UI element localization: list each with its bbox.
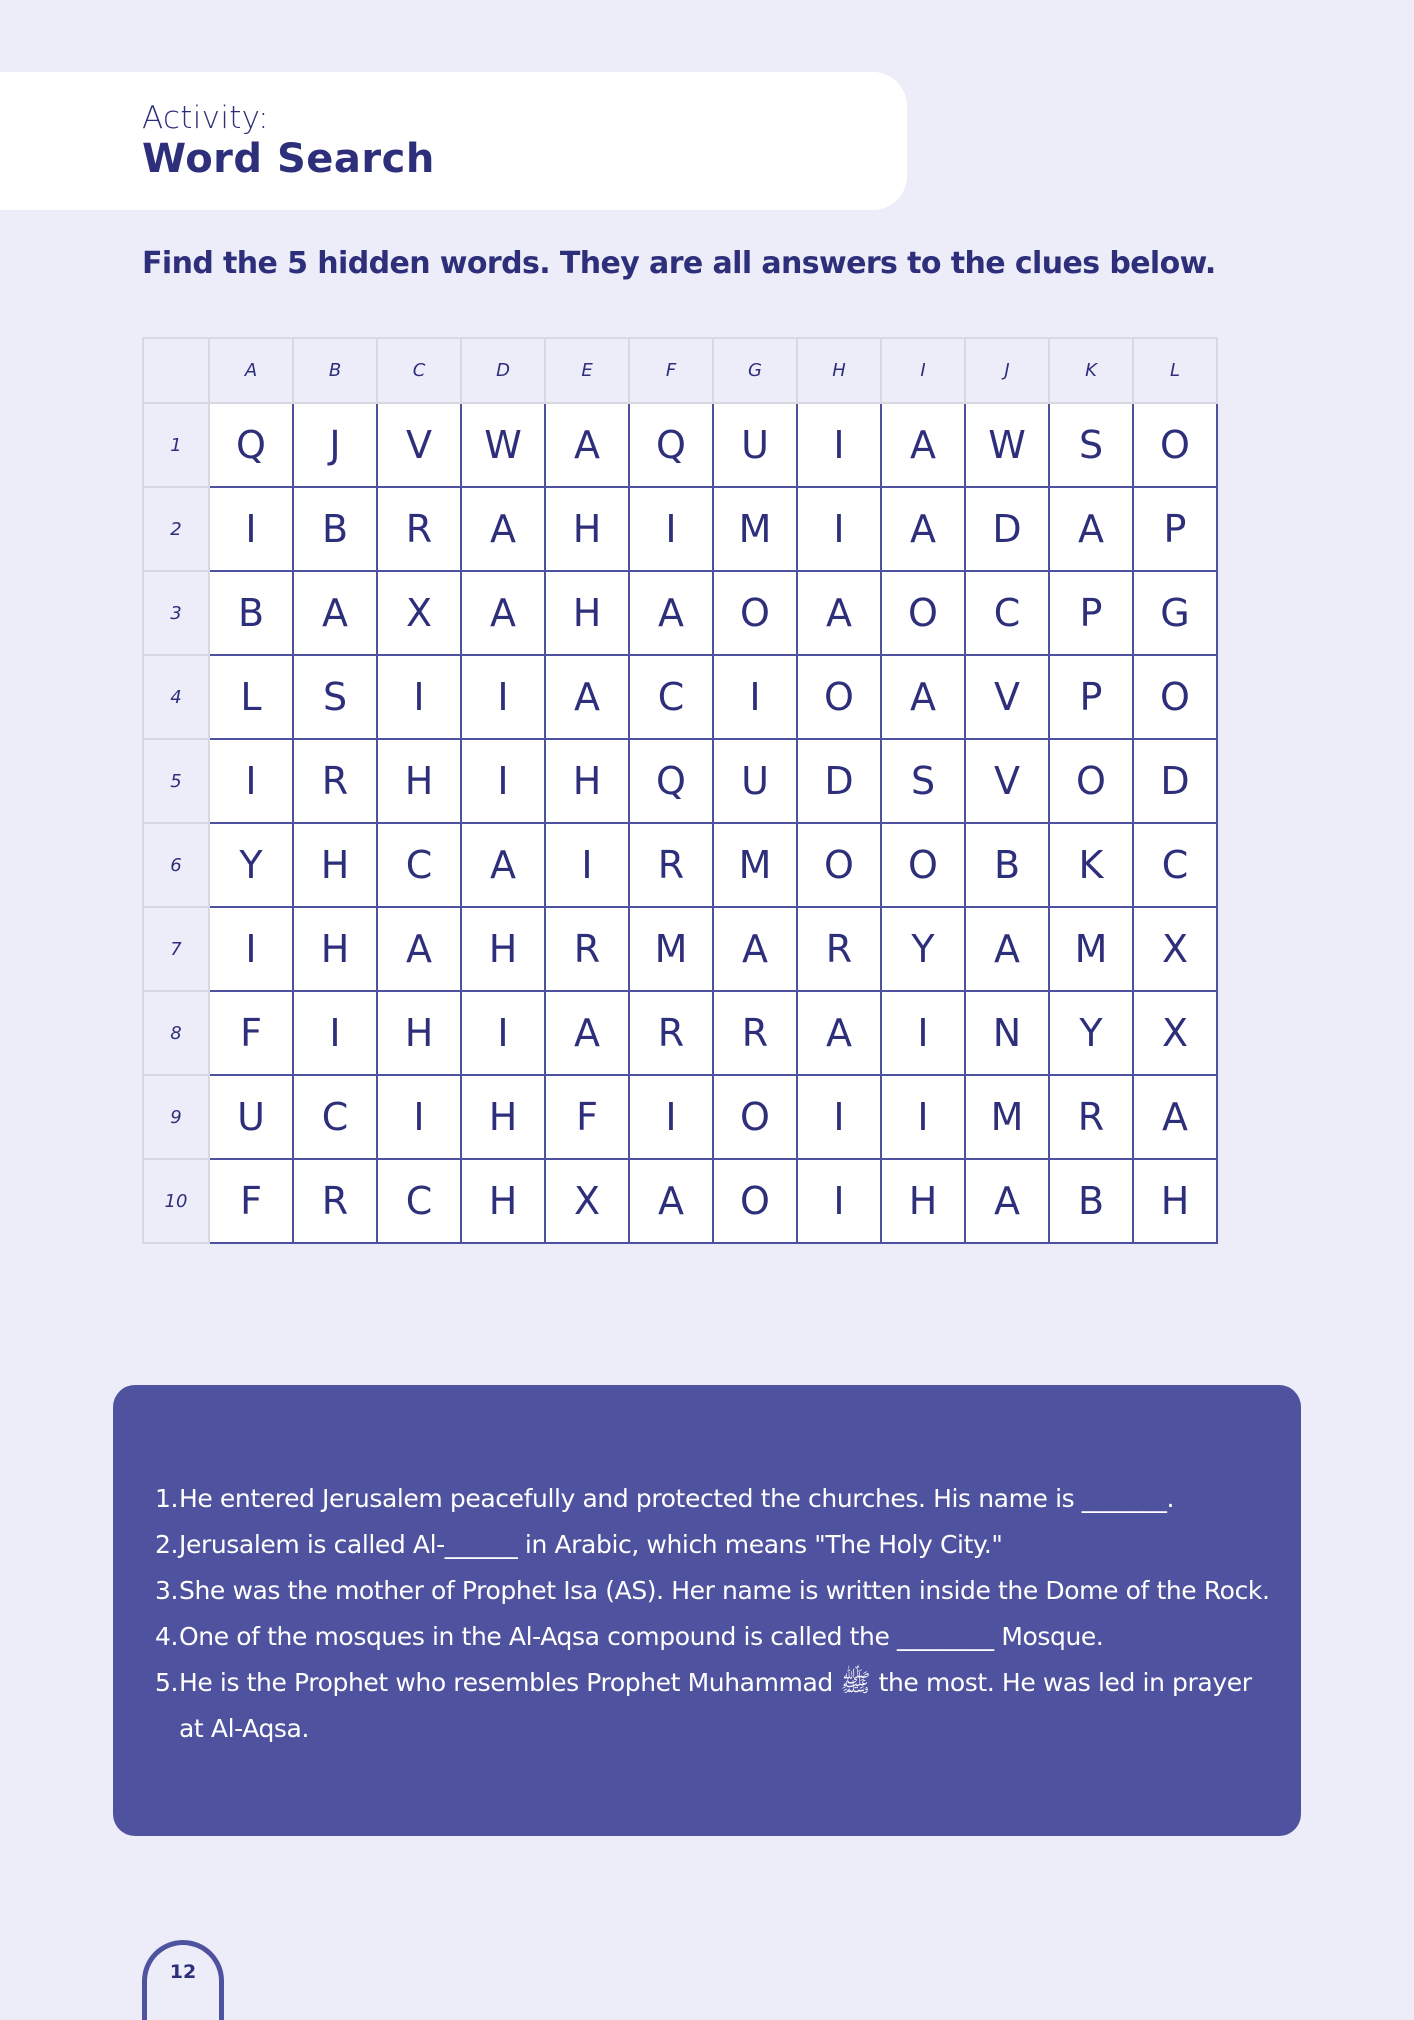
letter-cell[interactable]: A	[797, 571, 881, 655]
letter-cell[interactable]: O	[713, 1159, 797, 1243]
letter-cell[interactable]: R	[293, 1159, 377, 1243]
letter-cell[interactable]: O	[881, 823, 965, 907]
column-header: L	[1133, 338, 1217, 403]
column-header: B	[293, 338, 377, 403]
row-header: 3	[143, 571, 209, 655]
clue-number: 2.	[155, 1530, 179, 1559]
column-header: C	[377, 338, 461, 403]
clue-text: He entered Jerusalem peacefully and protected the churches. His name is _______.	[179, 1484, 1175, 1513]
letter-cell[interactable]: X	[377, 571, 461, 655]
letter-cell[interactable]: S	[1049, 403, 1133, 487]
letter-cell[interactable]: D	[965, 487, 1049, 571]
letter-cell[interactable]: V	[965, 739, 1049, 823]
clue-list	[155, 1476, 1275, 1752]
letter-cell[interactable]: M	[1049, 907, 1133, 991]
word-search-grid	[142, 337, 1218, 1244]
letter-cell[interactable]: K	[1049, 823, 1133, 907]
letter-cell[interactable]: X	[1133, 991, 1217, 1075]
letter-cell[interactable]: O	[797, 655, 881, 739]
letter-cell[interactable]: H	[881, 1159, 965, 1243]
letter-cell[interactable]: H	[461, 907, 545, 991]
letter-cell[interactable]: I	[461, 991, 545, 1075]
clue-item	[155, 1660, 1275, 1752]
row-header: 1	[143, 403, 209, 487]
letter-cell[interactable]: I	[797, 1075, 881, 1159]
column-header: J	[965, 338, 1049, 403]
letter-cell[interactable]: A	[881, 403, 965, 487]
letter-cell[interactable]: A	[965, 1159, 1049, 1243]
column-header: G	[713, 338, 797, 403]
clue-number: 3.	[155, 1576, 179, 1605]
clue-item	[155, 1522, 1275, 1568]
letter-cell[interactable]: A	[629, 1159, 713, 1243]
clue-item	[155, 1476, 1275, 1522]
letter-cell[interactable]: O	[1049, 739, 1133, 823]
letter-cell[interactable]: W	[461, 403, 545, 487]
letter-cell[interactable]: I	[209, 907, 293, 991]
letter-cell[interactable]: O	[797, 823, 881, 907]
grid-row	[143, 1075, 1217, 1159]
letter-cell[interactable]: I	[713, 655, 797, 739]
clue-number: 5.	[155, 1668, 179, 1697]
letter-cell[interactable]: O	[713, 1075, 797, 1159]
column-header: K	[1049, 338, 1133, 403]
clue-number: 1.	[155, 1484, 179, 1513]
letter-cell[interactable]: Y	[881, 907, 965, 991]
letter-cell[interactable]: B	[1049, 1159, 1133, 1243]
letter-cell[interactable]: A	[713, 907, 797, 991]
letter-cell[interactable]: S	[293, 655, 377, 739]
letter-cell[interactable]: A	[881, 487, 965, 571]
letter-cell[interactable]: I	[629, 1075, 713, 1159]
letter-cell[interactable]: I	[377, 655, 461, 739]
letter-cell[interactable]: C	[1133, 823, 1217, 907]
letter-cell[interactable]: I	[377, 1075, 461, 1159]
letter-cell[interactable]: J	[293, 403, 377, 487]
letter-cell[interactable]: R	[629, 991, 713, 1075]
letter-cell[interactable]: H	[545, 739, 629, 823]
header-card	[0, 72, 907, 210]
column-header: I	[881, 338, 965, 403]
letter-cell[interactable]: O	[713, 571, 797, 655]
letter-cell[interactable]: D	[797, 739, 881, 823]
letter-cell[interactable]: A	[1049, 487, 1133, 571]
letter-cell[interactable]: B	[209, 571, 293, 655]
letter-cell[interactable]: Q	[629, 739, 713, 823]
clue-text: He is the Prophet who resembles Prophet Muhammad ﷺ the most. He was led in prayer at Al-Aqsa.	[179, 1668, 1252, 1743]
clue-text: One of the mosques in the Al-Aqsa compound is called the ________ Mosque.	[179, 1622, 1104, 1651]
letter-cell[interactable]: A	[797, 991, 881, 1075]
letter-cell[interactable]: Q	[629, 403, 713, 487]
letter-cell[interactable]: H	[377, 739, 461, 823]
letter-cell[interactable]: P	[1133, 487, 1217, 571]
letter-cell[interactable]: C	[629, 655, 713, 739]
letter-cell[interactable]: I	[293, 991, 377, 1075]
column-header: F	[629, 338, 713, 403]
letter-cell[interactable]: M	[713, 487, 797, 571]
clue-text: She was the mother of Prophet Isa (AS). Her name is written inside the Dome of the Rock.	[179, 1576, 1270, 1605]
letter-cell[interactable]: I	[881, 1075, 965, 1159]
letter-cell[interactable]: G	[1133, 571, 1217, 655]
letter-cell[interactable]: I	[797, 487, 881, 571]
letter-cell[interactable]: B	[293, 487, 377, 571]
letter-cell[interactable]: H	[293, 823, 377, 907]
letter-cell[interactable]: R	[545, 907, 629, 991]
letter-cell[interactable]: I	[797, 1159, 881, 1243]
letter-cell[interactable]: Y	[1049, 991, 1133, 1075]
letter-cell[interactable]: A	[461, 487, 545, 571]
row-header: 4	[143, 655, 209, 739]
column-header: A	[209, 338, 293, 403]
letter-cell[interactable]: A	[881, 655, 965, 739]
row-header: 8	[143, 991, 209, 1075]
letter-cell[interactable]: O	[1133, 403, 1217, 487]
letter-cell[interactable]: R	[293, 739, 377, 823]
letter-cell[interactable]: B	[965, 823, 1049, 907]
letter-cell[interactable]: F	[209, 991, 293, 1075]
letter-cell[interactable]: D	[1133, 739, 1217, 823]
letter-cell[interactable]: F	[209, 1159, 293, 1243]
letter-cell[interactable]: C	[377, 1159, 461, 1243]
letter-cell[interactable]: Q	[209, 403, 293, 487]
letter-cell[interactable]: A	[629, 571, 713, 655]
letter-cell[interactable]: I	[881, 991, 965, 1075]
letter-cell[interactable]: W	[965, 403, 1049, 487]
letter-cell[interactable]: I	[209, 487, 293, 571]
column-header: H	[797, 338, 881, 403]
letter-cell[interactable]: A	[1133, 1075, 1217, 1159]
clue-text: Jerusalem is called Al-______ in Arabic, which means "The Holy City."	[179, 1530, 1003, 1559]
row-header: 10	[143, 1159, 209, 1243]
row-header: 9	[143, 1075, 209, 1159]
column-header: E	[545, 338, 629, 403]
letter-cell[interactable]: I	[461, 655, 545, 739]
letter-cell[interactable]: L	[209, 655, 293, 739]
letter-cell[interactable]: H	[293, 907, 377, 991]
page-number: 12	[169, 1961, 197, 1983]
column-header-row	[143, 338, 1217, 403]
letter-cell[interactable]: C	[377, 823, 461, 907]
letter-cell[interactable]: U	[713, 403, 797, 487]
grid-row	[143, 655, 1217, 739]
letter-cell[interactable]: N	[965, 991, 1049, 1075]
grid-row	[143, 487, 1217, 571]
activity-label: Activity:	[142, 100, 269, 136]
letter-cell[interactable]: S	[881, 739, 965, 823]
letter-cell[interactable]: I	[461, 739, 545, 823]
letter-cell[interactable]: R	[797, 907, 881, 991]
row-header: 5	[143, 739, 209, 823]
grid-row	[143, 571, 1217, 655]
letter-cell[interactable]: H	[545, 571, 629, 655]
letter-cell[interactable]: A	[461, 571, 545, 655]
letter-cell[interactable]: H	[545, 487, 629, 571]
activity-title: Word Search	[142, 136, 435, 182]
grid-row	[143, 739, 1217, 823]
letter-cell[interactable]: A	[965, 907, 1049, 991]
letter-cell[interactable]: H	[1133, 1159, 1217, 1243]
letter-cell[interactable]: R	[629, 823, 713, 907]
letter-cell[interactable]: U	[713, 739, 797, 823]
letter-cell[interactable]: R	[1049, 1075, 1133, 1159]
letter-cell[interactable]: I	[545, 823, 629, 907]
letter-cell[interactable]: P	[1049, 655, 1133, 739]
letter-cell[interactable]: O	[1133, 655, 1217, 739]
letter-cell[interactable]: M	[629, 907, 713, 991]
letter-cell[interactable]: C	[965, 571, 1049, 655]
letter-cell[interactable]: H	[461, 1075, 545, 1159]
clue-item	[155, 1568, 1275, 1614]
column-header: D	[461, 338, 545, 403]
letter-cell[interactable]: V	[377, 403, 461, 487]
letter-cell[interactable]: A	[545, 403, 629, 487]
clue-number: 4.	[155, 1622, 179, 1651]
letter-cell[interactable]: X	[1133, 907, 1217, 991]
letter-cell[interactable]: Y	[209, 823, 293, 907]
grid-row	[143, 1159, 1217, 1243]
letter-cell[interactable]: F	[545, 1075, 629, 1159]
letter-cell[interactable]: R	[713, 991, 797, 1075]
letter-cell[interactable]: H	[377, 991, 461, 1075]
instructions: Find the 5 hidden words. They are all answers to the clues below.	[142, 246, 1216, 281]
letter-cell[interactable]: R	[377, 487, 461, 571]
letter-cell[interactable]: P	[1049, 571, 1133, 655]
grid-row	[143, 823, 1217, 907]
letter-cell[interactable]: I	[209, 739, 293, 823]
letter-cell[interactable]: U	[209, 1075, 293, 1159]
letter-cell[interactable]: V	[965, 655, 1049, 739]
row-header: 7	[143, 907, 209, 991]
letter-cell[interactable]: A	[545, 991, 629, 1075]
letter-cell[interactable]: M	[713, 823, 797, 907]
letter-cell[interactable]: A	[461, 823, 545, 907]
letter-cell[interactable]: X	[545, 1159, 629, 1243]
row-header: 6	[143, 823, 209, 907]
letter-cell[interactable]: M	[965, 1075, 1049, 1159]
letter-cell[interactable]: H	[461, 1159, 545, 1243]
letter-cell[interactable]: A	[293, 571, 377, 655]
grid-corner-cell	[143, 338, 209, 403]
grid-row	[143, 907, 1217, 991]
grid-row	[143, 403, 1217, 487]
clue-item	[155, 1614, 1275, 1660]
letter-cell[interactable]: A	[545, 655, 629, 739]
row-header: 2	[143, 487, 209, 571]
letter-cell[interactable]: C	[293, 1075, 377, 1159]
letter-cell[interactable]: I	[797, 403, 881, 487]
grid-row	[143, 991, 1217, 1075]
letter-cell[interactable]: A	[377, 907, 461, 991]
letter-cell[interactable]: O	[881, 571, 965, 655]
letter-cell[interactable]: I	[629, 487, 713, 571]
